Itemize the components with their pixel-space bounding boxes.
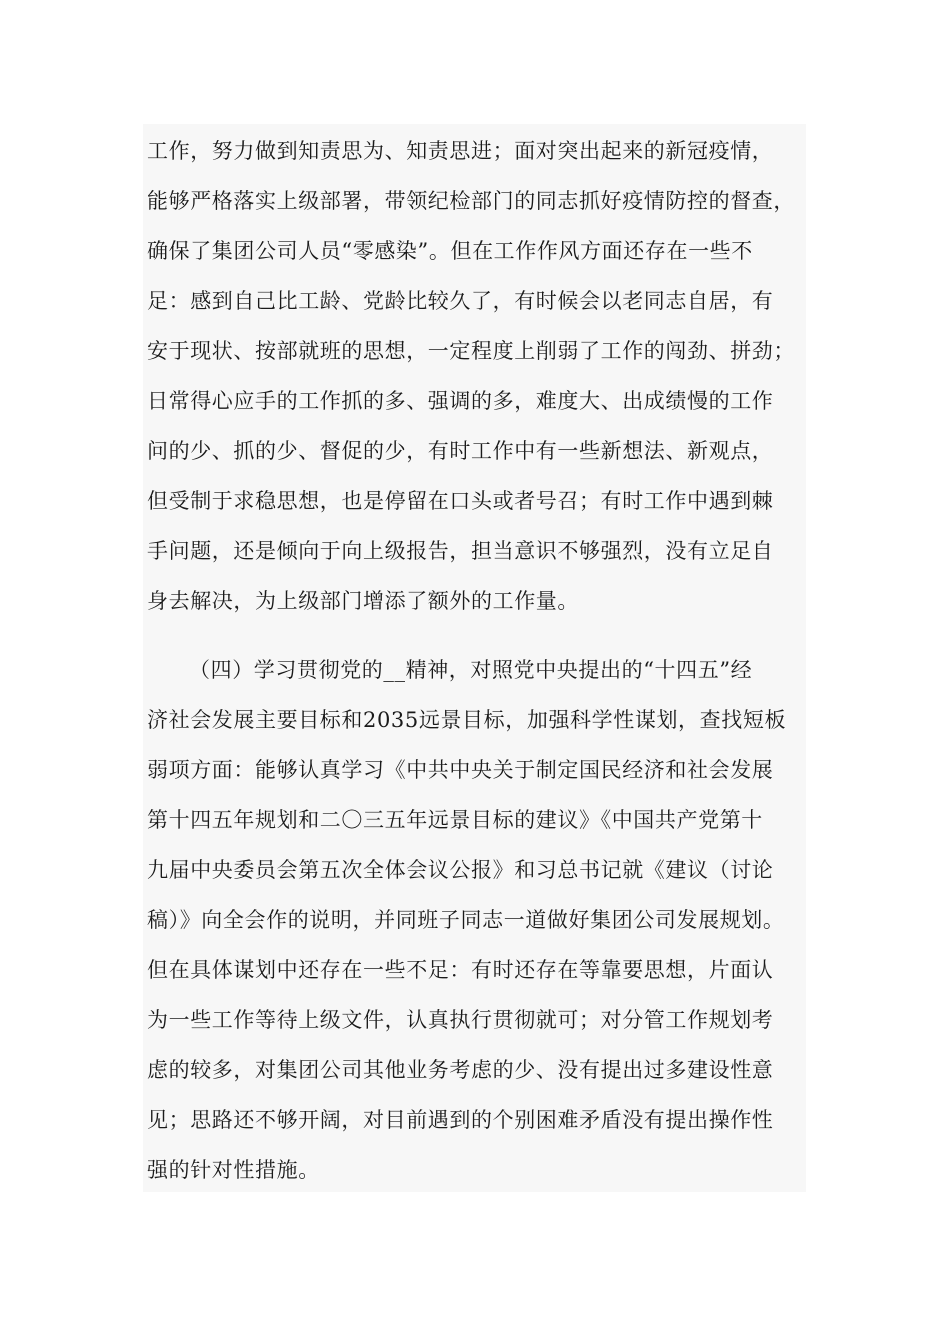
paragraph-line: 问的少、抓的少、督促的少，有时工作中有一些新想法、新观点，	[147, 439, 774, 463]
paragraph-line: 足：感到自己比工龄、党龄比较久了，有时候会以老同志自居，有	[147, 289, 774, 313]
paragraph-line: 见；思路还不够开阔，对目前遇到的个别困难矛盾没有提出操作性	[147, 1108, 774, 1132]
paragraph-line: 能够严格落实上级部署，带领纪检部门的同志抓好疫情防控的督查，	[147, 189, 795, 213]
paragraph-line: 安于现状、按部就班的思想，一定程度上削弱了工作的闯劲、拼劲；	[147, 339, 795, 363]
paragraph-line: 但受制于求稳思想，也是停留在口头或者号召；有时工作中遇到棘	[147, 489, 774, 513]
paragraph-line: 九届中央委员会第五次全体会议公报》和习总书记就《建议（讨论	[147, 858, 774, 882]
paragraph-line: 弱项方面：能够认真学习《中共中央关于制定国民经济和社会发展	[147, 758, 774, 782]
paragraph-line: 工作，努力做到知责思为、知责思进；面对突出起来的新冠疫情，	[147, 139, 774, 163]
paragraph-line: 虑的较多，对集团公司其他业务考虑的少、没有提出过多建设性意	[147, 1058, 774, 1082]
paragraph-line: 济社会发展主要目标和2035远景目标，加强科学性谋划，查找短板	[147, 708, 787, 732]
paragraph-line: 确保了集团公司人员“零感染”。但在工作作风方面还存在一些不	[147, 239, 753, 263]
paragraph-line: 强的针对性措施。	[147, 1158, 320, 1182]
paragraph-line: 手问题，还是倾向于向上级报告，担当意识不够强烈，没有立足自	[147, 539, 774, 563]
paragraph-line: 日常得心应手的工作抓的多、强调的多，难度大、出成绩慢的工作	[147, 389, 774, 413]
paragraph-line: 身去解决，为上级部门增添了额外的工作量。	[147, 589, 579, 613]
paragraph-line: 为一些工作等待上级文件，认真执行贯彻就可；对分管工作规划考	[147, 1008, 774, 1032]
paragraph-line: 第十四五年规划和二〇三五年远景目标的建议》《中国共产党第十	[147, 808, 763, 832]
paragraph-line: 稿）》向全会作的说明，并同班子同志一道做好集团公司发展规划。	[147, 908, 785, 932]
paragraph-line: （四）学习贯彻党的__精神，对照党中央提出的“十四五”经	[189, 658, 753, 682]
paragraph-line: 但在具体谋划中还存在一些不足：有时还存在等靠要思想，片面认	[147, 958, 774, 982]
